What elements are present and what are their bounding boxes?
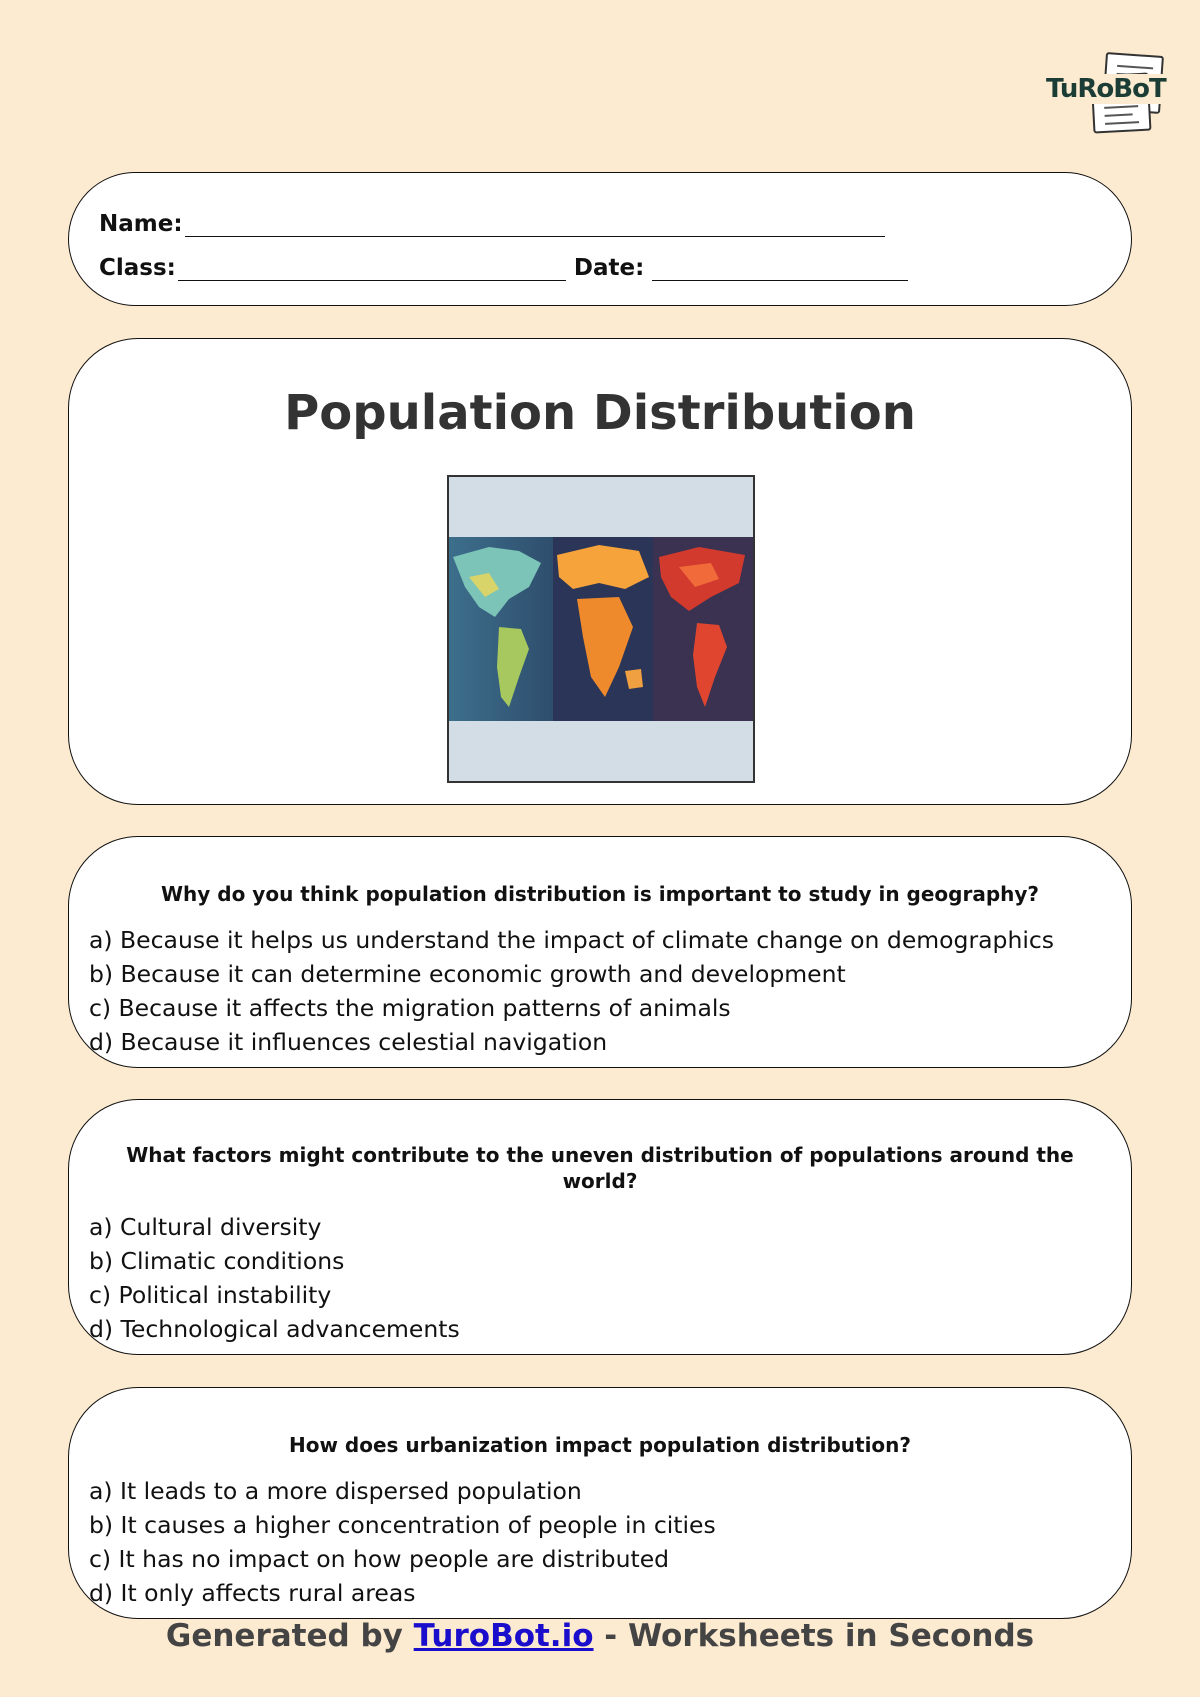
answer-option-c[interactable]: c) Political instability [89, 1281, 332, 1309]
answer-option-b[interactable]: b) It causes a higher concentration of people in cities [89, 1511, 716, 1539]
answer-option-b[interactable]: b) Climatic conditions [89, 1247, 345, 1275]
class-date-row [99, 255, 908, 281]
footer [0, 1618, 1200, 1654]
turobot-link[interactable]: TuroBot.io [413, 1618, 594, 1654]
answer-option-a[interactable]: a) Cultural diversity [89, 1213, 322, 1241]
date-field[interactable] [652, 259, 908, 281]
question-text: How does urbanization impact population distribution? [288, 1433, 912, 1457]
date-label: Date: [573, 255, 645, 281]
title-panel [68, 338, 1132, 805]
student-info-panel [68, 172, 1132, 306]
answer-option-c[interactable]: c) Because it affects the migration patterns of animals [89, 994, 731, 1022]
answer-options [89, 1474, 716, 1610]
class-field[interactable] [178, 259, 566, 281]
answer-options [89, 1210, 460, 1346]
footer-suffix: - Worksheets in Seconds [593, 1618, 1035, 1654]
name-field[interactable] [185, 215, 885, 237]
question-card-2 [68, 1099, 1132, 1355]
answer-option-a[interactable]: a) Because it helps us understand the impact of climate change on demographics [89, 926, 1055, 954]
world-population-map-image [447, 475, 755, 783]
turobot-logo [1044, 52, 1166, 136]
class-label: Class: [99, 255, 176, 281]
answer-option-b[interactable]: b) Because it can determine economic growth and development [89, 960, 846, 988]
answer-option-d[interactable]: d) Technological advancements [89, 1315, 460, 1343]
answer-option-d[interactable]: d) Because it influences celestial navigation [89, 1028, 608, 1056]
name-label: Name: [99, 211, 183, 237]
world-map-illustration [449, 537, 753, 721]
question-card-3 [68, 1387, 1132, 1619]
answer-options [89, 923, 1054, 1059]
question-card-1 [68, 836, 1132, 1068]
question-text: What factors might contribute to the uneven distribution of populations around the world? [126, 1143, 1074, 1193]
worksheet-title: Population Distribution [284, 385, 916, 441]
question-text: Why do you think population distribution is important to study in geography? [160, 882, 1040, 906]
footer-prefix: Generated by [165, 1618, 414, 1654]
answer-option-c[interactable]: c) It has no impact on how people are distributed [89, 1545, 670, 1573]
logo-wordmark: TuRoBoT [1046, 74, 1166, 104]
name-row [99, 211, 885, 237]
answer-option-a[interactable]: a) It leads to a more dispersed population [89, 1477, 582, 1505]
answer-option-d[interactable]: d) It only affects rural areas [89, 1579, 416, 1607]
